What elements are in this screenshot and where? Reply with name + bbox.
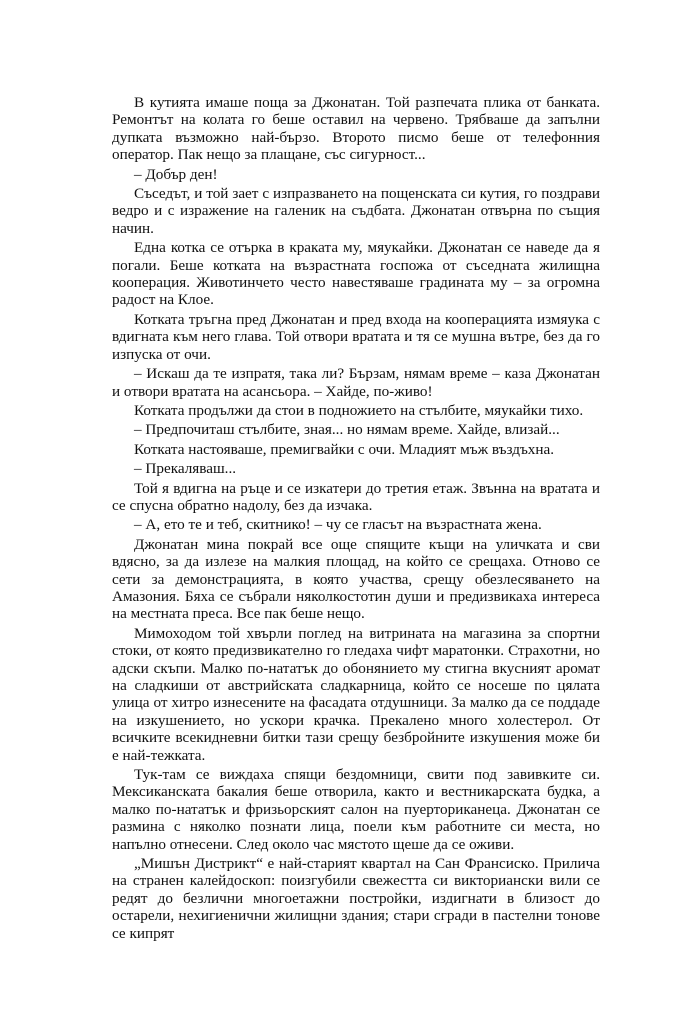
paragraph: – Добър ден! — [134, 165, 218, 183]
paragraph: „Мишън Дистрикт“ е най-старият квартал на Сан Франсиско. Прилича на странен калейдоскоп: поизгубили свежестта си викториански вили се редят до безлични многоетажни постройки, издигнати в близост до остарели, нехигиенични жилищни здания; стари сгради в пастелни тонове се кипрят — [112, 855, 600, 942]
paragraph: – А, ето те и теб, скитнико! – чу се гласът на възрастната жена. — [134, 516, 542, 534]
page-text — [112, 94, 600, 944]
paragraph: Котката тръгна пред Джонатан и пред входа на кооперацията измяука с вдигната към него глава. Той отвори вратата и тя се мушна вътре, без да го изпуска от очи. — [112, 310, 600, 363]
paragraph: Една котка се отърка в краката му, мяукайки. Джонатан се наведе да я погали. Беше котката на възрастната госпожа от съседната жилищна кооперация. Животинчето често навестяваше градината му – за огромна радост на Клое. — [112, 239, 600, 309]
paragraph: Тук-там се виждаха спящи бездомници, свити под завивките си. Мексиканската бакалия беше отворила, както и вестникарската будка, а малко по-нататък и фризьорският салон на пуерториканеца. Джонатан се размина с няколко познати лица, поели към работните си места, но напълно отнесени. След около час мястото щеше да се оживи. — [112, 766, 600, 853]
paragraph: Съседът, и той зает с изпразването на пощенската си кутия, го поздрави ведро и с изражение на галеник на съдбата. Джонатан отвърна по същия начин. — [112, 185, 600, 237]
paragraph: – Искаш да те изпратя, така ли? Бързам, нямам време – каза Джонатан и отвори вратата на асансьора. – Хайде, по-живо! — [112, 365, 600, 400]
paragraph: Мимоходом той хвърли поглед на витрината на магазина за спортни стоки, от която предизвикателно го гледаха чифт маратонки. Страхотни, но адски скъпи. Малко по-нататък до обонянието му стигна вкусният аромат на сладкиши от австрийската сладкарница, който се носеше по цялата улица от хитро изнесените на фасадата отдушници. За малко да се поддаде на изкушението, но ускори крачка. Прекалено много холестерол. От всичките всекидневни битки тази срещу безбройните изкушения може би е най-тежката. — [112, 624, 600, 764]
paragraph: – Прекаляваш... — [134, 460, 237, 478]
paragraph: Той я вдигна на ръце и се изкатери до третия етаж. Звънна на вратата и се спусна обратно надолу, без да изчака. — [112, 479, 600, 514]
paragraph: Котката продължи да стои в подножието на стълбите, мяукайки тихо. — [134, 401, 584, 419]
paragraph: Котката настояваше, премигвайки с очи. Младият мъж въздъхна. — [134, 440, 555, 458]
paragraph: Джонатан мина покрай все още спящите къщи на уличката и сви вдясно, за да излезе на малкия площад, на който се срещаха. Отново се сети за демонстрацията, в която участва, срещу обезлесяването на Амазония. Бяха се събрали няколкостотин души и предизвикаха интереса на местната преса. Все пак беше нещо. — [112, 535, 600, 623]
paragraph: – Предпочиташ стълбите, зная... но нямам време. Хайде, влизай... — [134, 421, 560, 439]
paragraph: В кутията имаше поща за Джонатан. Той разпечата плика от банката. Ремонтът на колата го беше оставил на червено. Трябваше да запълни дупката възможно най-бързо. Второто писмо беше от телефонния оператор. Пак нещо за плащане, със сигурност... — [112, 94, 600, 164]
